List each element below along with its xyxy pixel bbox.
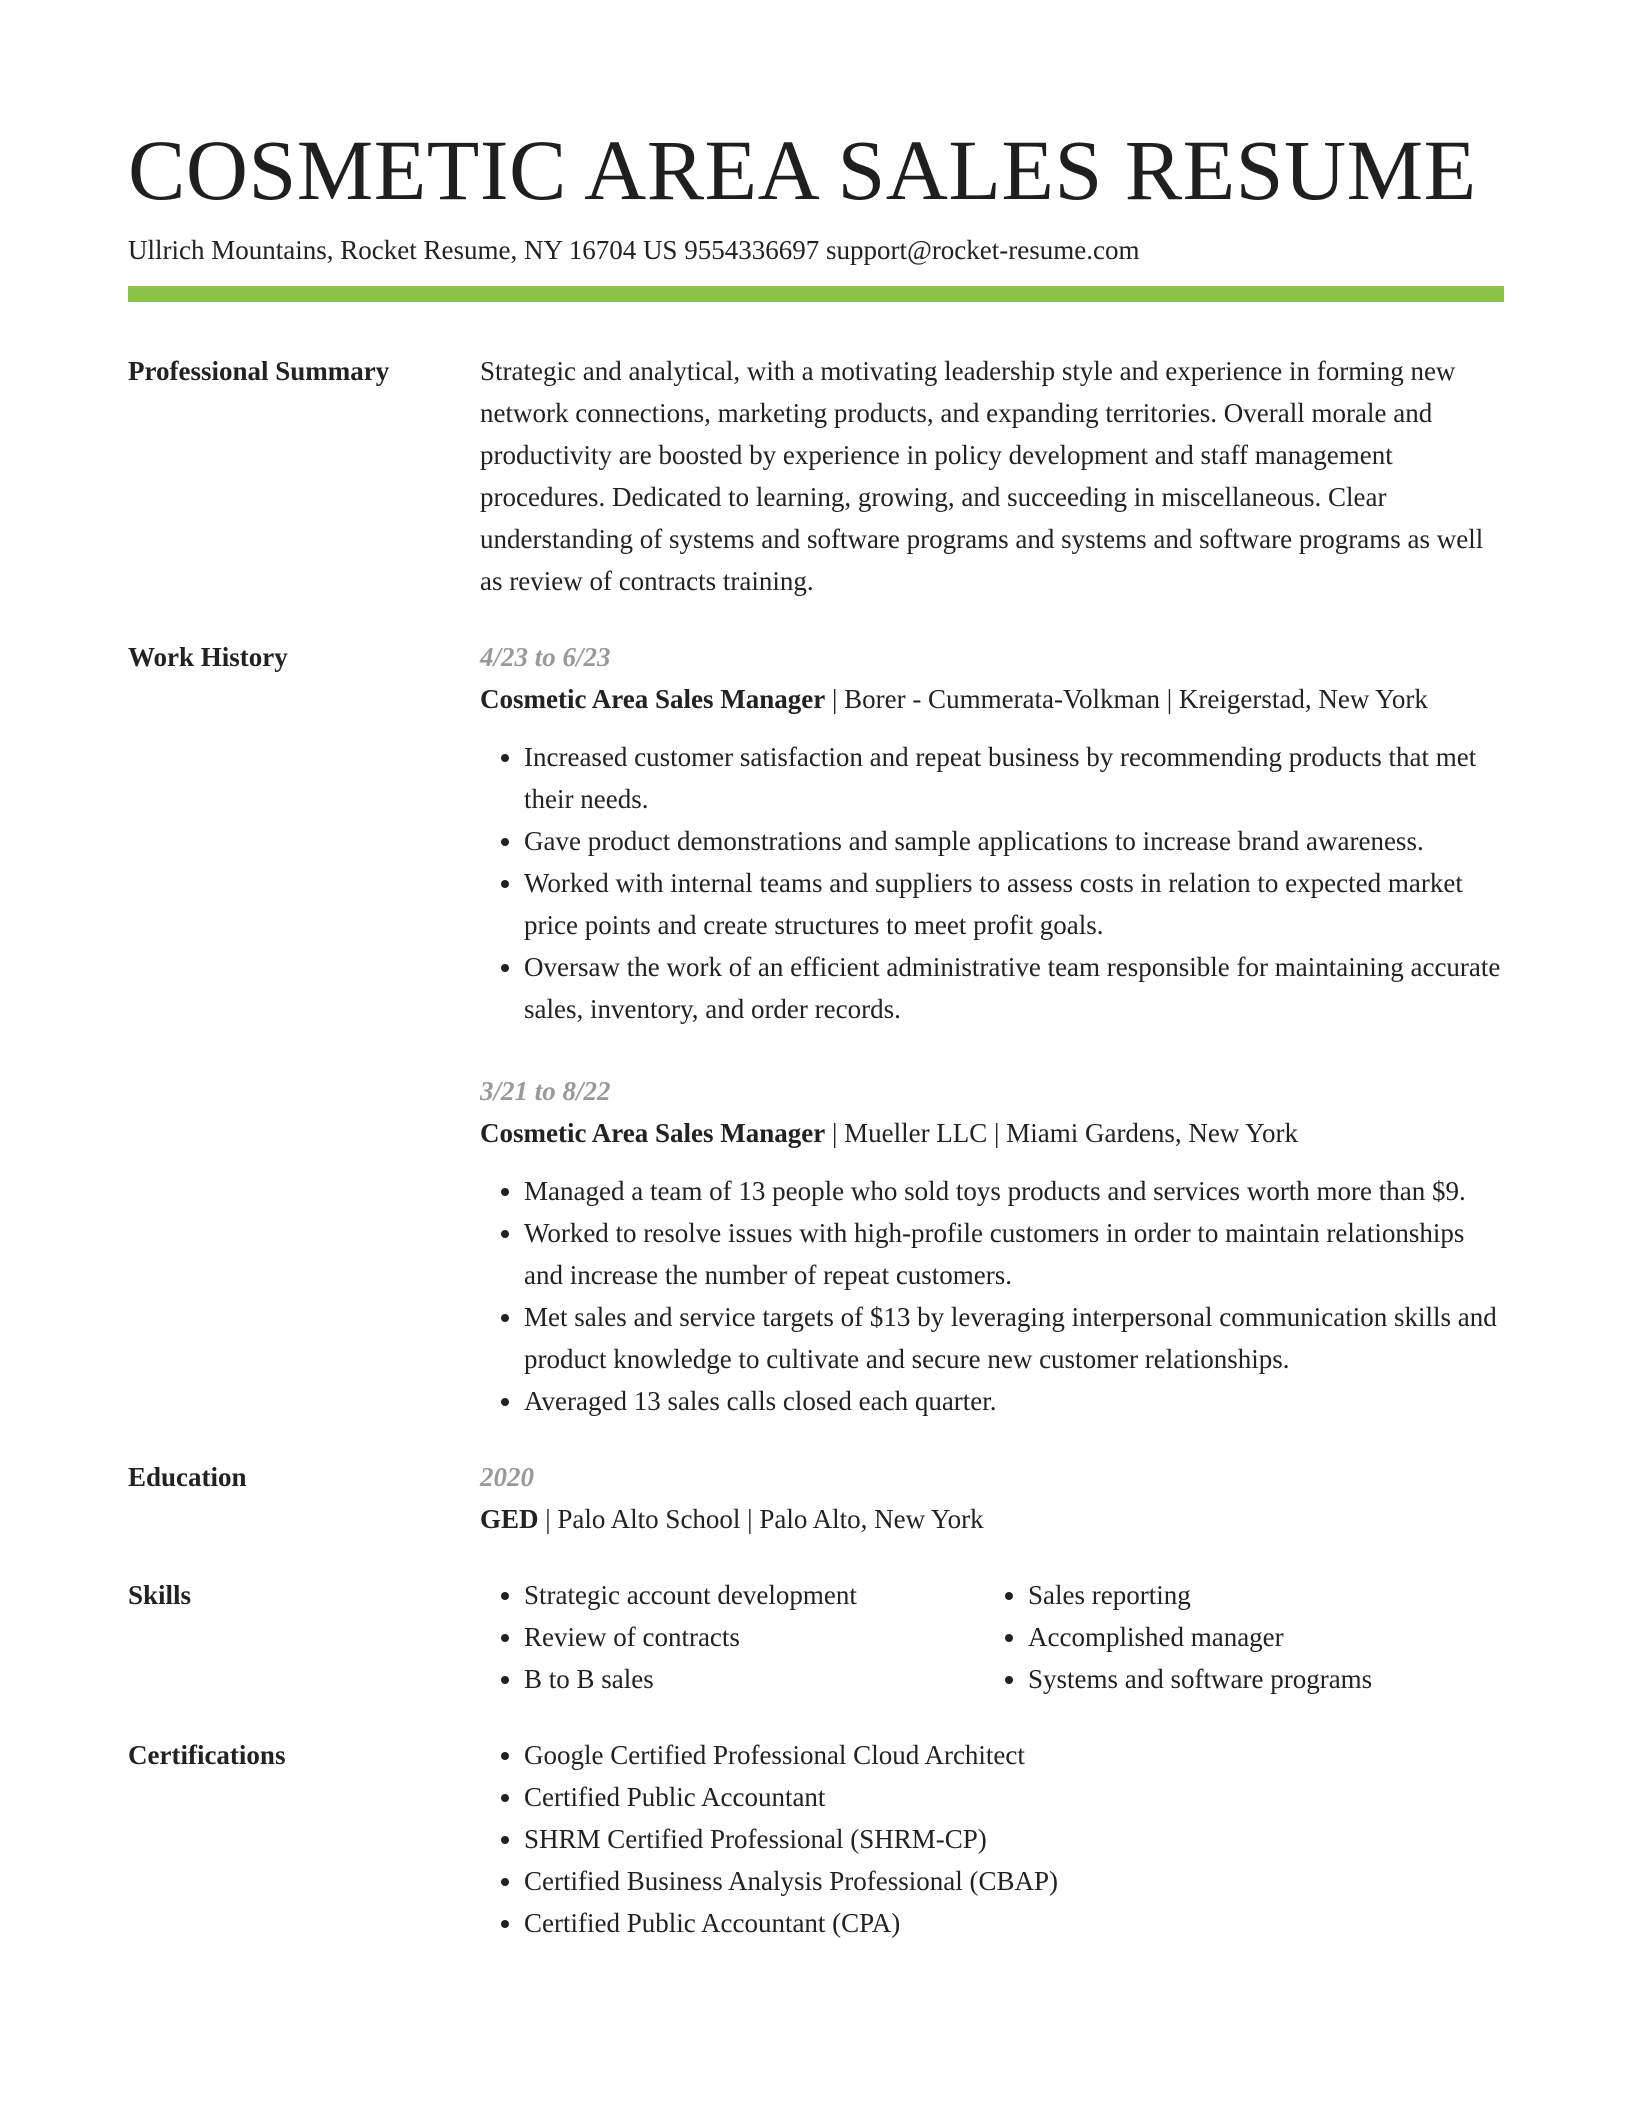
education-degree: GED <box>480 1504 539 1534</box>
job-bullet: • Met sales and service targets of $13 by leveraging interpersonal communication skills and product knowledge to cultivate and secure new customer relationships. <box>524 1296 1504 1380</box>
job-bullet: • Oversaw the work of an efficient administrative team responsible for maintaining accurate sales, inventory, and order records. <box>524 946 1504 1030</box>
accent-divider <box>128 286 1504 302</box>
job-bullet: • Increased customer satisfaction and repeat business by recommending products that met their needs. <box>524 736 1504 820</box>
education-section <box>128 1456 1504 1540</box>
job-bullet: • Managed a team of 13 people who sold toys products and services worth more than $9. <box>524 1170 1504 1212</box>
skill-item: • Accomplished manager <box>1028 1616 1504 1658</box>
skill-item: • Sales reporting <box>1028 1574 1504 1616</box>
job-bullet: • Worked with internal teams and suppliers to assess costs in relation to expected market price points and create structures to meet profit goals. <box>524 862 1504 946</box>
job-details: | Borer - Cummerata-Volkman | Kreigerstad, New York <box>825 684 1428 714</box>
work-history-section <box>128 636 1504 1422</box>
skills-label: Skills <box>128 1580 192 1610</box>
certification-item: • Certified Public Accountant (CPA) <box>524 1902 1504 1944</box>
job-bullet: • Worked to resolve issues with high-profile customers in order to maintain relationships and increase the number of repeat customers. <box>524 1212 1504 1296</box>
work-history-label: Work History <box>128 642 288 672</box>
job-details: | Mueller LLC | Miami Gardens, New York <box>825 1118 1298 1148</box>
job-title-line <box>480 678 1504 720</box>
job-bullet: • Averaged 13 sales calls closed each quarter. <box>524 1380 1504 1422</box>
skill-item: • Systems and software programs <box>1028 1658 1504 1700</box>
certification-item: • SHRM Certified Professional (SHRM-CP) <box>524 1818 1504 1860</box>
job-date: 4/23 to 6/23 <box>480 642 611 672</box>
skill-item: • Review of contracts <box>524 1616 984 1658</box>
job-role: Cosmetic Area Sales Manager <box>480 684 826 714</box>
education-details: | Palo Alto School | Palo Alto, New York <box>538 1504 984 1534</box>
summary-section <box>128 350 1504 602</box>
job-bullet: • Gave product demonstrations and sample applications to increase brand awareness. <box>524 820 1504 862</box>
resume-page <box>128 118 1504 1944</box>
job-date: 3/21 to 8/22 <box>480 1076 611 1106</box>
certification-item: • Certified Business Analysis Professional (CBAP) <box>524 1860 1504 1902</box>
job-entry <box>480 1070 1504 1422</box>
certification-item: • Google Certified Professional Cloud Architect <box>524 1734 1504 1776</box>
contact-info: Ullrich Mountains, Rocket Resume, NY 16704 US 9554336697 support@rocket-resume.com <box>128 235 1140 265</box>
skills-grid <box>480 1574 1504 1700</box>
skill-item: • B to B sales <box>524 1658 984 1700</box>
education-date: 2020 <box>480 1462 534 1492</box>
skills-column <box>480 1574 984 1700</box>
job-bullets <box>480 1170 1504 1422</box>
summary-text: Strategic and analytical, with a motivating leadership style and experience in forming new network connections, marketing products, and expanding territories. Overall morale and productivity are boosted by experience in policy development and staff management procedures. Dedicated to learning, growing, and succeeding in miscellaneous. Clear understanding of systems and software programs and systems and software programs as well as review of contracts training. <box>480 356 1484 596</box>
skill-item: • Strategic account development <box>524 1574 984 1616</box>
resume-title: COSMETIC AREA SALES RESUME <box>128 122 1477 218</box>
job-role: Cosmetic Area Sales Manager <box>480 1118 826 1148</box>
job-entry <box>480 636 1504 1030</box>
certifications-section <box>128 1734 1504 1944</box>
certifications-label: Certifications <box>128 1740 286 1770</box>
certifications-list <box>480 1734 1504 1944</box>
job-title-line <box>480 1112 1504 1154</box>
certification-item: • Certified Public Accountant <box>524 1776 1504 1818</box>
education-label: Education <box>128 1462 247 1492</box>
education-line <box>480 1498 1504 1540</box>
skills-section <box>128 1574 1504 1700</box>
summary-label: Professional Summary <box>128 356 390 386</box>
skills-column <box>984 1574 1504 1700</box>
job-bullets <box>480 736 1504 1030</box>
